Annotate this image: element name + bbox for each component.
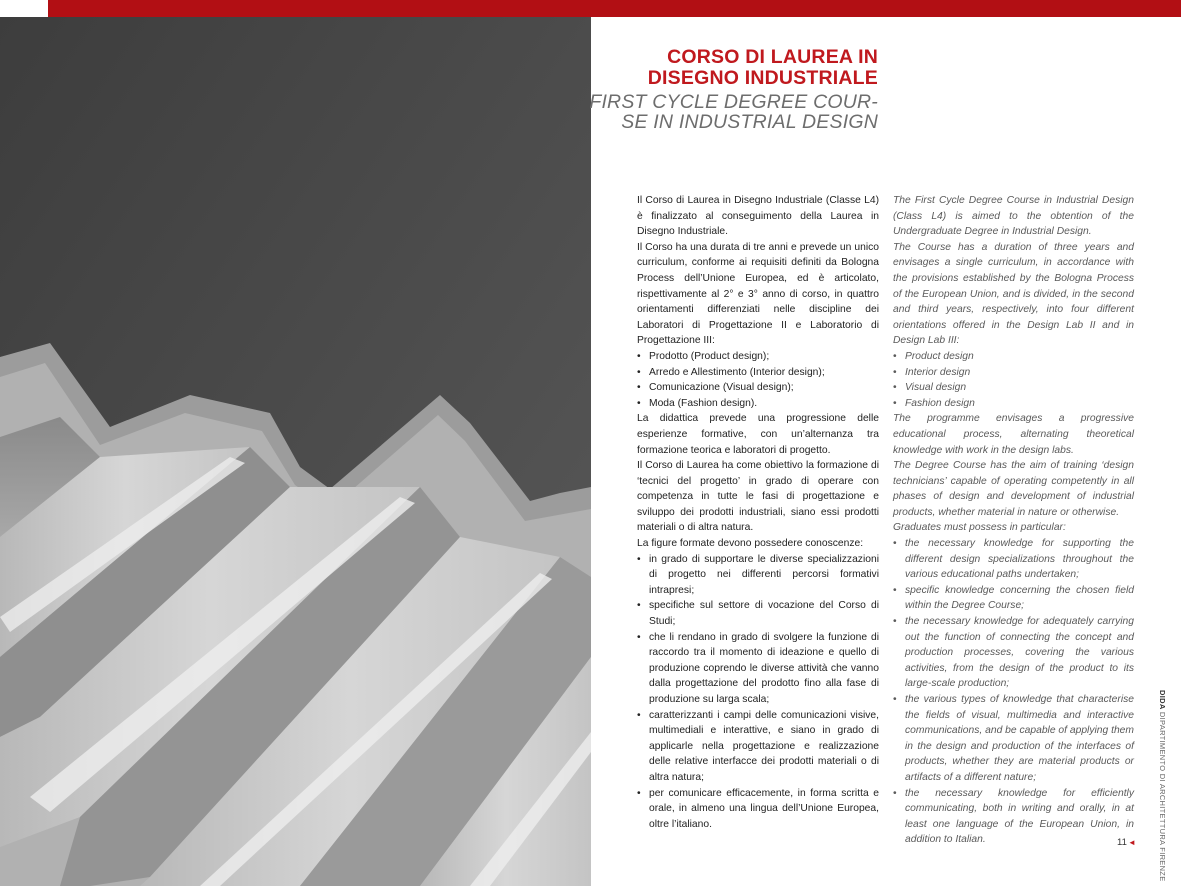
list-item: • the necessary knowledge for efficiently communicating, both in writing and orally, in at least one language of the European Union, in addition to Italian. [893,786,1134,848]
list-item: • the necessary knowledge for supporting the different design specializations throughout the various educational paths undertaken; [893,536,1134,583]
title-italian-line-2: DISEGNO INDUSTRIALE [647,67,878,89]
italian-column [637,193,879,832]
knowledge-list [893,536,1134,848]
title-english [589,92,878,132]
paragraph: Il Corso di Laurea ha come obiettivo la formazione di ‘tecnici del progetto’ in grado di operare con competenza in tutte le fasi di progettazione e sviluppo dei prodotti industriali, siano essi prodotti materiali o di altra natura. [637,460,879,534]
list-item: • Product design [893,349,1134,365]
paragraph: La didattica prevede una progressione delle esperienze formative, con un’alternanza tra formazione teorica e laboratori di progetto. [637,413,879,456]
paragraph: The programme envisages a progressive educational process, alternating theoretical knowledge with work in the design labs. [893,413,1134,456]
title-italian [589,47,878,89]
page-arrow-icon: ◄ [1128,838,1136,847]
top-accent-bar [48,0,1181,17]
staircase-photo [0,17,591,886]
top-margin [0,0,48,17]
list-item: • Moda (Fashion design). [637,396,879,412]
list-item: • per comunicare efficacemente, in forma scritta e orale, in almeno una lingua dell’Unione Europea, oltre l’italiano. [637,786,879,833]
paragraph: Il Corso ha una durata di tre anni e prevede un unico curriculum, conforme ai requisiti definiti da Bologna Process dell’Unione Europea, ed è articolato, rispettivamente al 2° e 3° anno di corso, in quattro orientamenti differenziati nelle discipline dei Laboratori di Progettazione II e Laboratorio di Progettazione III: [637,241,879,347]
department-side-label [1155,690,1169,882]
title-italian-line-1: CORSO DI LAUREA IN [667,46,878,68]
list-item: • specific knowledge concerning the chosen field within the Degree Course; [893,583,1134,614]
list-item: • Comunicazione (Visual design); [637,380,879,396]
paragraph: The Course has a duration of three years and envisages a single curriculum, in accordance with the provisions established by the Bologna Process of the European Union, and is divided, in the second and third years, respectively, into four different orientations offered in the Design Lab II and in Design Lab III: [893,241,1134,347]
knowledge-list [637,552,879,833]
paragraph: Graduates must possess in particular: [893,522,1066,534]
orientation-list [637,349,879,411]
paragraph: The First Cycle Degree Course in Industrial Design (Class L4) is aimed to the obtention of the Undergraduate Degree in Industrial Design. [893,195,1134,238]
list-item: • Arredo e Allestimento (Interior design); [637,365,879,381]
list-item: • Interior design [893,365,1134,381]
orientation-list [893,349,1134,411]
list-item: • Visual design [893,380,1134,396]
list-item: • the necessary knowledge for adequately carrying out the function of connecting the concept and production processes, covering the various activities, from the design of the product to its large-scale production; [893,614,1134,692]
paragraph: Il Corso di Laurea in Disegno Industriale (Classe L4) è finalizzato al conseguimento della Laurea in Disegno Industriale. [637,195,879,238]
list-item: • in grado di supportare le diverse specializzazioni di progetto nei differenti percorsi formativi intrapresi; [637,552,879,599]
list-item: • specifiche sul settore di vocazione del Corso di Studi; [637,598,879,629]
english-column [893,193,1134,848]
list-item: • che li rendano in grado di svolgere la funzione di raccordo tra il momento di ideazione e quello di produzione coprendo le diverse attività che vanno dalla progettazione del prodotto fino alla fase di produzione su larga scala; [637,630,879,708]
list-item: • caratterizzanti i campi delle comunicazioni visive, multimediali e interattive, e siano in grado di applicarle nella progettazione e realizzazione delle relative interfacce dei prodotti materiali o di altra natura; [637,708,879,786]
title-english-line-1: FIRST CYCLE DEGREE COUR- [589,91,878,113]
paragraph: La figure formate devono possedere conoscenze: [637,538,864,550]
title-block [589,47,878,132]
page-number: 11 [1117,837,1127,848]
list-item: • Fashion design [893,396,1134,412]
list-item: • the various types of knowledge that characterise the fields of visual, multimedia and interactive communications, and be capable of applying them in the design and production of the interfaces of products, whether they are material products or artifacts of a different nature; [893,692,1134,786]
title-english-line-2: SE IN INDUSTRIAL DESIGN [621,111,878,133]
list-item: • Prodotto (Product design); [637,349,879,365]
paragraph: The Degree Course has the aim of training ‘design technicians’ capable of operating competently in all phases of design and development of industrial products, whether material in nature or otherwise. [893,460,1134,518]
side-label-text: DIPARTIMENTO DI ARCHITETTURA FIRENZE [1158,709,1167,882]
side-label-bold: DIDA [1158,690,1167,710]
